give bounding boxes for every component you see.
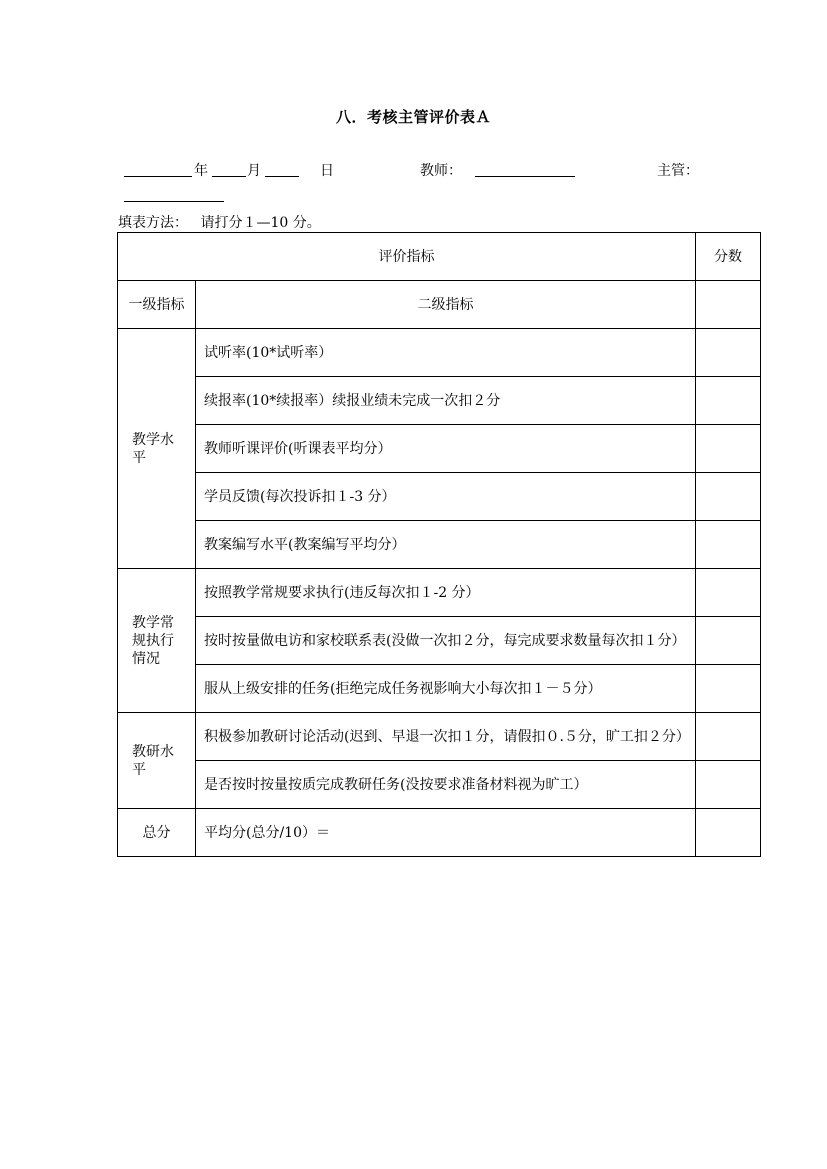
subheader-level1: 一级指标 <box>118 281 196 329</box>
total-row <box>118 809 761 857</box>
score-cell[interactable] <box>696 665 761 713</box>
item-label: 按照教学常规要求执行(违反每次扣１-2 分） <box>196 569 696 617</box>
score-cell[interactable] <box>696 617 761 665</box>
document-title: 八．考核主管评价表Ａ <box>335 108 491 126</box>
instruction-label: 填表方法： <box>118 215 188 231</box>
teacher-label: 教师： <box>420 163 462 179</box>
month-blank <box>212 175 246 177</box>
supervisor-blank <box>124 200 224 202</box>
teacher-blank <box>475 175 575 177</box>
score-cell[interactable] <box>696 713 761 761</box>
header-indicator: 评价指标 <box>118 233 696 281</box>
score-cell[interactable] <box>696 377 761 425</box>
table-row <box>118 569 761 617</box>
table-row <box>118 617 761 665</box>
table-row <box>118 425 761 473</box>
group-level1-label: 教学常规执行情况 <box>118 569 196 713</box>
day-blank <box>265 175 299 177</box>
supervisor-label: 主管： <box>657 163 699 179</box>
item-label: 按时按量做电访和家校联系表(没做一次扣２分，每完成要求数量每次扣１分） <box>196 617 696 665</box>
score-cell[interactable] <box>696 809 761 857</box>
score-cell[interactable] <box>696 425 761 473</box>
group-level1-label: 教研水平 <box>118 713 196 809</box>
table-row <box>118 761 761 809</box>
item-label: 服从上级安排的任务(拒绝完成任务视影响大小每次扣１－５分） <box>196 665 696 713</box>
item-label: 续报率(10*续报率）续报业绩未完成一次扣２分 <box>196 377 696 425</box>
item-label: 试听率(10*试听率） <box>196 329 696 377</box>
year-label: 年 <box>194 163 208 179</box>
score-cell[interactable] <box>696 329 761 377</box>
evaluation-table <box>117 232 761 857</box>
table-row <box>118 521 761 569</box>
item-label: 是否按时按量按质完成教研任务(没按要求准备材料视为旷工） <box>196 761 696 809</box>
year-blank <box>124 175 192 177</box>
item-label: 积极参加教研讨论活动(迟到、早退一次扣１分，请假扣０.５分，旷工扣２分） <box>196 713 696 761</box>
score-cell[interactable] <box>696 473 761 521</box>
group-level1-label: 教学水平 <box>118 329 196 569</box>
score-cell[interactable] <box>696 569 761 617</box>
table-subheader-row <box>118 281 761 329</box>
instruction-text: 请打分１—10 分。 <box>200 215 321 231</box>
item-label: 学员反馈(每次投诉扣１-3 分） <box>196 473 696 521</box>
table-row <box>118 665 761 713</box>
table-row <box>118 473 761 521</box>
score-cell[interactable] <box>696 521 761 569</box>
score-cell[interactable] <box>696 761 761 809</box>
table-row <box>118 329 761 377</box>
table-row <box>118 713 761 761</box>
total-formula: 平均分(总分/10）＝ <box>196 809 696 857</box>
table-header-row <box>118 233 761 281</box>
score-cell[interactable] <box>696 281 761 329</box>
subheader-level2: 二级指标 <box>196 281 696 329</box>
item-label: 教师听课评价(听课表平均分） <box>196 425 696 473</box>
item-label: 教案编写水平(教案编写平均分） <box>196 521 696 569</box>
table-row <box>118 377 761 425</box>
total-label: 总分 <box>118 809 196 857</box>
day-label: 日 <box>320 163 334 179</box>
header-score: 分数 <box>696 233 761 281</box>
instruction <box>118 212 321 232</box>
month-label: 月 <box>247 163 261 179</box>
